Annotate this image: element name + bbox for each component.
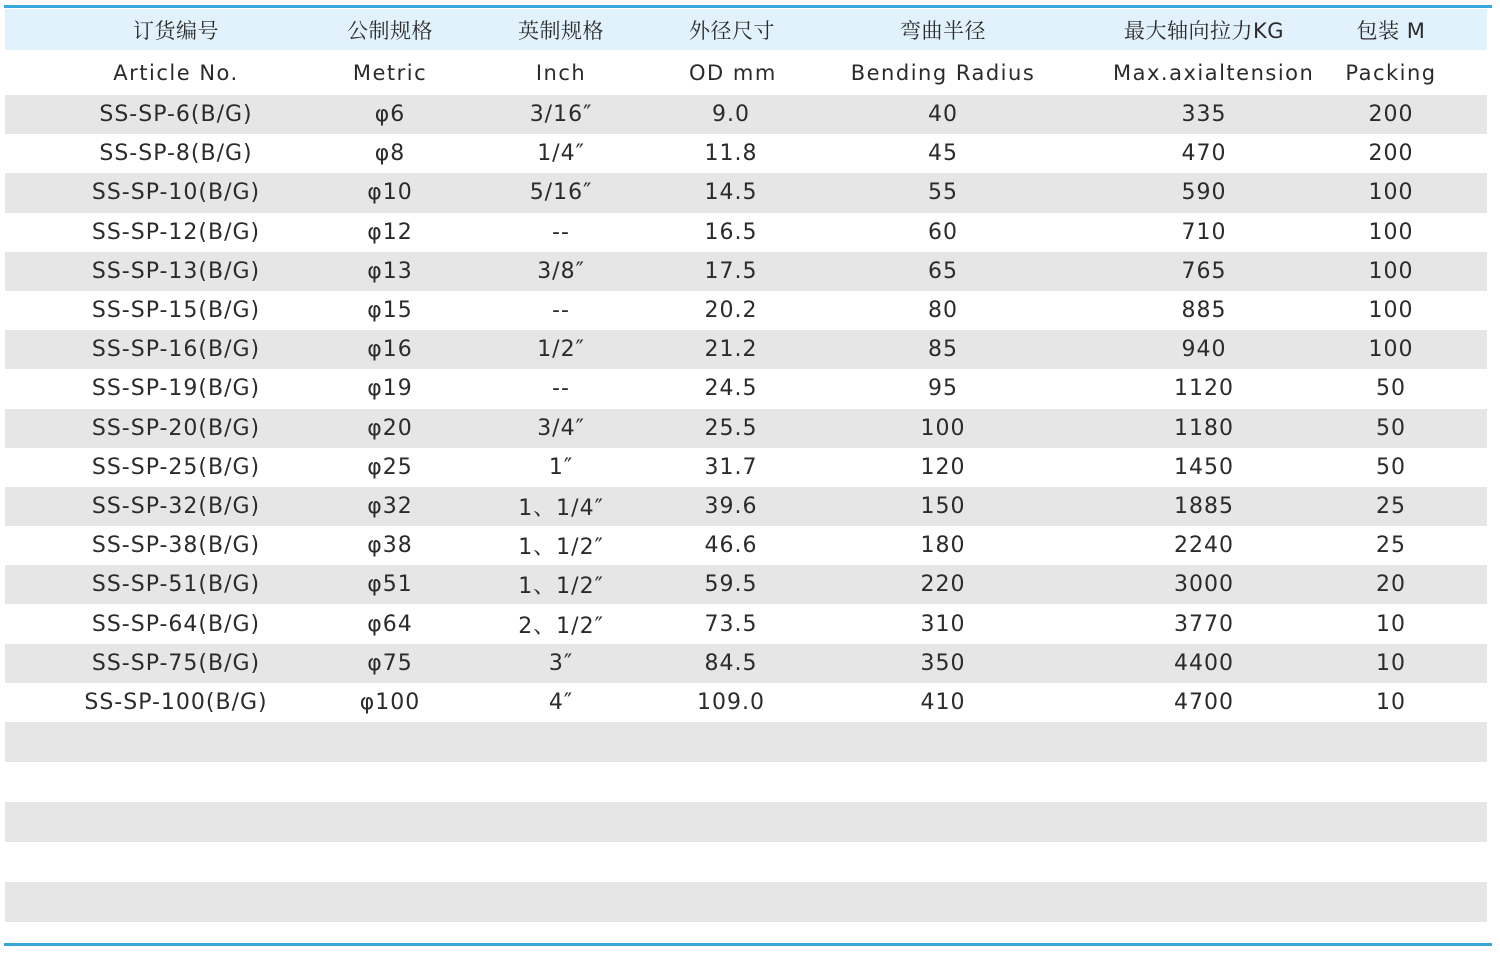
table-row bbox=[5, 448, 1487, 487]
table-cell: 590 bbox=[1181, 180, 1227, 206]
top-rule bbox=[4, 5, 1492, 8]
header-cell: 最大轴向拉力KG bbox=[1123, 18, 1285, 43]
header-cell: 弯曲半径 bbox=[900, 18, 986, 43]
table-cell: 73.5 bbox=[704, 611, 758, 637]
table-cell: 9.0 bbox=[712, 102, 750, 128]
table-cell: 3770 bbox=[1174, 611, 1234, 637]
table-cell: 50 bbox=[1376, 454, 1406, 480]
table-cell: φ75 bbox=[367, 650, 413, 676]
table-cell: 80 bbox=[928, 298, 958, 324]
table-cell: SS-SP-10(B/G) bbox=[91, 180, 261, 206]
table-cell: 100 bbox=[1368, 337, 1414, 363]
table-cell: SS-SP-100(B/G) bbox=[84, 689, 268, 715]
table-cell: 2、1/2″ bbox=[518, 613, 604, 639]
header-cell: OD mm bbox=[689, 60, 777, 85]
table-cell: 940 bbox=[1181, 337, 1227, 363]
table-cell: 65 bbox=[928, 258, 958, 284]
bottom-rule bbox=[4, 943, 1492, 946]
table-row bbox=[5, 252, 1487, 291]
header-row-english bbox=[5, 50, 1487, 95]
header-cell: 订货编号 bbox=[133, 18, 219, 43]
table-cell: 220 bbox=[920, 572, 966, 598]
table-cell: 3/8″ bbox=[537, 258, 585, 284]
header-cell: Inch bbox=[535, 60, 587, 85]
table-cell: φ100 bbox=[359, 689, 421, 715]
table-cell: φ10 bbox=[367, 180, 413, 206]
table-cell: 100 bbox=[1368, 219, 1414, 245]
table-cell: 100 bbox=[1368, 180, 1414, 206]
table-cell: SS-SP-15(B/G) bbox=[91, 298, 261, 324]
header-cell: Bending Radius bbox=[850, 60, 1036, 85]
table-cell: SS-SP-6(B/G) bbox=[99, 102, 253, 128]
table-cell: 21.2 bbox=[704, 337, 758, 363]
table-cell: SS-SP-32(B/G) bbox=[91, 493, 261, 519]
table-cell: φ64 bbox=[367, 611, 413, 637]
table-cell: φ15 bbox=[367, 298, 413, 324]
table-cell: SS-SP-51(B/G) bbox=[91, 572, 261, 598]
table-cell: -- bbox=[552, 219, 570, 245]
table-cell: 10 bbox=[1376, 611, 1406, 637]
table-cell: 95 bbox=[928, 376, 958, 402]
header-cell: Metric bbox=[352, 60, 428, 85]
table-cell: 24.5 bbox=[704, 376, 758, 402]
table-cell: SS-SP-19(B/G) bbox=[91, 376, 261, 402]
table-row bbox=[5, 134, 1487, 173]
table-cell: SS-SP-13(B/G) bbox=[91, 258, 261, 284]
table-cell: 100 bbox=[920, 415, 966, 441]
empty-row bbox=[5, 802, 1487, 842]
table-cell: 55 bbox=[928, 180, 958, 206]
table-cell: 1、1/2″ bbox=[518, 535, 604, 561]
table-cell: φ12 bbox=[367, 219, 413, 245]
table-cell: SS-SP-64(B/G) bbox=[91, 611, 261, 637]
table-cell: 120 bbox=[920, 454, 966, 480]
table-cell: 1120 bbox=[1174, 376, 1234, 402]
table-cell: 109.0 bbox=[697, 689, 765, 715]
table-cell: 60 bbox=[928, 219, 958, 245]
table-cell: 20.2 bbox=[704, 298, 758, 324]
empty-row bbox=[5, 882, 1487, 922]
table-row bbox=[5, 644, 1487, 683]
table-cell: 1″ bbox=[548, 454, 574, 480]
table-cell: 50 bbox=[1376, 376, 1406, 402]
table-cell: 885 bbox=[1181, 298, 1227, 324]
spec-table bbox=[5, 9, 1487, 922]
table-cell: 180 bbox=[920, 533, 966, 559]
table-cell: 410 bbox=[920, 689, 966, 715]
table-cell: 335 bbox=[1181, 102, 1227, 128]
table-cell: -- bbox=[552, 376, 570, 402]
table-cell: SS-SP-75(B/G) bbox=[91, 650, 261, 676]
table-cell: 46.6 bbox=[704, 533, 758, 559]
table-cell: φ13 bbox=[367, 258, 413, 284]
table-cell: 470 bbox=[1181, 141, 1227, 167]
table-cell: 25 bbox=[1376, 493, 1406, 519]
table-cell: 5/16″ bbox=[529, 180, 593, 206]
empty-row bbox=[5, 842, 1487, 882]
table-cell: 765 bbox=[1181, 258, 1227, 284]
table-cell: 1450 bbox=[1174, 454, 1234, 480]
header-cell: Article No. bbox=[113, 60, 239, 85]
table-cell: 84.5 bbox=[704, 650, 758, 676]
table-cell: SS-SP-16(B/G) bbox=[91, 337, 261, 363]
table-cell: 59.5 bbox=[704, 572, 758, 598]
table-cell: 1、1/2″ bbox=[518, 574, 604, 600]
table-cell: SS-SP-8(B/G) bbox=[99, 141, 253, 167]
table-cell: 85 bbox=[928, 337, 958, 363]
table-cell: 1885 bbox=[1174, 493, 1234, 519]
table-cell: 200 bbox=[1368, 141, 1414, 167]
table-cell: 10 bbox=[1376, 689, 1406, 715]
table-cell: SS-SP-20(B/G) bbox=[91, 415, 261, 441]
table-row bbox=[5, 173, 1487, 212]
table-cell: φ32 bbox=[367, 493, 413, 519]
table-cell: 1/4″ bbox=[537, 141, 585, 167]
table-cell: 3″ bbox=[548, 650, 574, 676]
header-cell: 公制规格 bbox=[347, 18, 433, 43]
table-cell: 200 bbox=[1368, 102, 1414, 128]
table-row bbox=[5, 409, 1487, 448]
table-cell: SS-SP-25(B/G) bbox=[91, 454, 261, 480]
empty-row bbox=[5, 722, 1487, 762]
table-cell: 20 bbox=[1376, 572, 1406, 598]
table-body bbox=[5, 95, 1487, 722]
table-row bbox=[5, 330, 1487, 369]
table-cell: 3000 bbox=[1174, 572, 1234, 598]
table-cell: 1/2″ bbox=[537, 337, 585, 363]
table-cell: 350 bbox=[920, 650, 966, 676]
table-cell: φ25 bbox=[367, 454, 413, 480]
table-cell: 4400 bbox=[1174, 650, 1234, 676]
table-cell: 25 bbox=[1376, 533, 1406, 559]
table-cell: φ51 bbox=[367, 572, 413, 598]
table-row bbox=[5, 369, 1487, 408]
header-cell: 英制规格 bbox=[518, 18, 604, 43]
header-cell: Packing bbox=[1345, 60, 1437, 85]
table-cell: 10 bbox=[1376, 650, 1406, 676]
table-row bbox=[5, 95, 1487, 134]
table-cell: 40 bbox=[928, 102, 958, 128]
table-row bbox=[5, 291, 1487, 330]
table-cell: 25.5 bbox=[704, 415, 758, 441]
table-cell: 4″ bbox=[548, 689, 574, 715]
table-cell: 710 bbox=[1181, 219, 1227, 245]
table-cell: 31.7 bbox=[704, 454, 758, 480]
table-cell: 39.6 bbox=[704, 493, 758, 519]
header-cell: 外径尺寸 bbox=[689, 18, 775, 43]
table-cell: φ6 bbox=[374, 102, 406, 128]
table-cell: 2240 bbox=[1174, 533, 1234, 559]
table-cell: 14.5 bbox=[704, 180, 758, 206]
table-cell: φ19 bbox=[367, 376, 413, 402]
table-cell: 17.5 bbox=[704, 258, 758, 284]
empty-row bbox=[5, 762, 1487, 802]
table-row bbox=[5, 213, 1487, 252]
table-cell: -- bbox=[552, 298, 570, 324]
table-cell: 11.8 bbox=[704, 141, 758, 167]
table-cell: φ38 bbox=[367, 533, 413, 559]
table-cell: 100 bbox=[1368, 258, 1414, 284]
table-row bbox=[5, 487, 1487, 526]
table-cell: 16.5 bbox=[704, 219, 758, 245]
table-cell: φ20 bbox=[367, 415, 413, 441]
header-row-chinese bbox=[5, 9, 1487, 50]
table-row bbox=[5, 604, 1487, 643]
table-row bbox=[5, 565, 1487, 604]
table-cell: 3/16″ bbox=[529, 102, 593, 128]
table-cell: 1、1/4″ bbox=[518, 495, 604, 521]
table-cell: 100 bbox=[1368, 298, 1414, 324]
table-cell: 45 bbox=[928, 141, 958, 167]
table-cell: 1180 bbox=[1174, 415, 1234, 441]
table-cell: 3/4″ bbox=[537, 415, 585, 441]
header-cell: 包装 M bbox=[1356, 18, 1426, 43]
table-cell: 4700 bbox=[1174, 689, 1234, 715]
table-cell: SS-SP-38(B/G) bbox=[91, 533, 261, 559]
table-row bbox=[5, 526, 1487, 565]
table-cell: 50 bbox=[1376, 415, 1406, 441]
table-cell: SS-SP-12(B/G) bbox=[91, 219, 261, 245]
table-cell: φ8 bbox=[374, 141, 406, 167]
table-cell: 310 bbox=[920, 611, 966, 637]
table-cell: 150 bbox=[920, 493, 966, 519]
table-cell: φ16 bbox=[367, 337, 413, 363]
header-cell: Max.axialtension bbox=[1113, 60, 1315, 85]
table-row bbox=[5, 683, 1487, 722]
